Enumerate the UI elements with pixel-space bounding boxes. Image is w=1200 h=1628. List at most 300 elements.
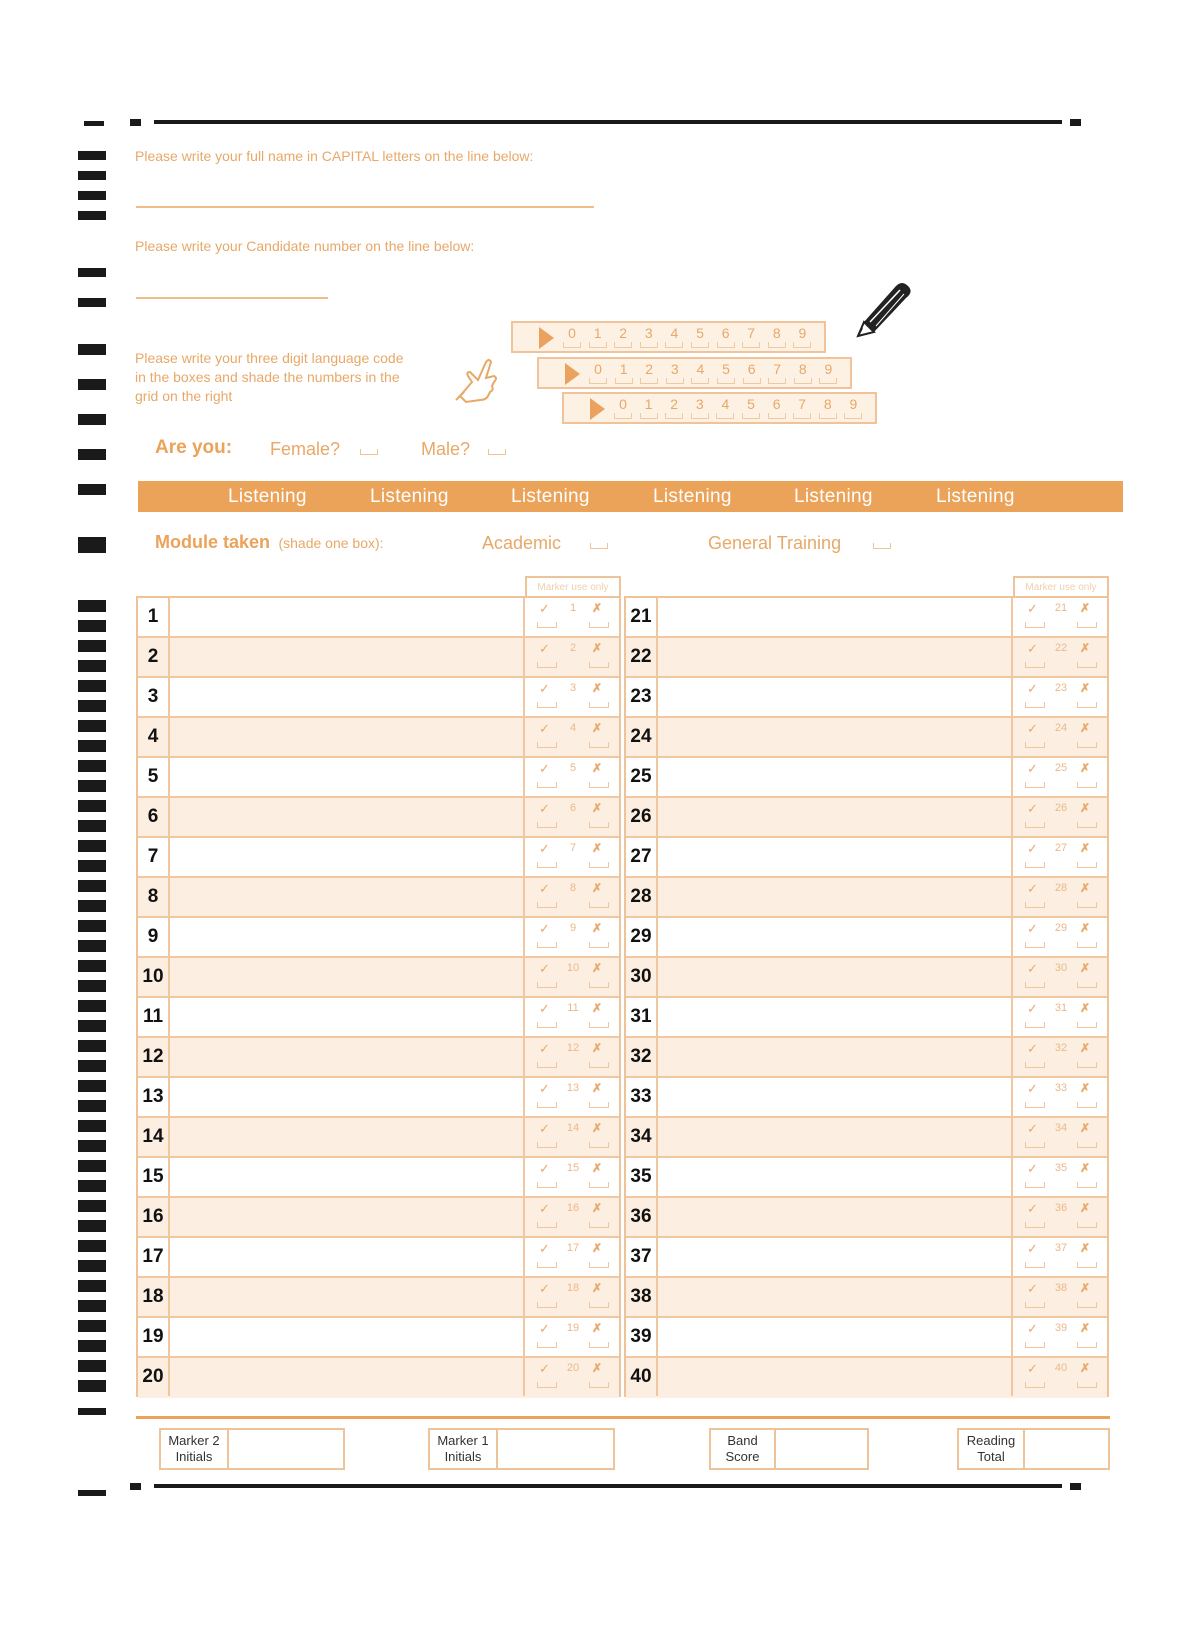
answer-field[interactable] — [658, 998, 1011, 1036]
correct-shade-box[interactable] — [1025, 1382, 1045, 1388]
correct-shade-box[interactable] — [1025, 1142, 1045, 1148]
digit-shade-box[interactable] — [589, 342, 607, 348]
incorrect-shade-box[interactable] — [589, 1062, 609, 1068]
incorrect-shade-box[interactable] — [589, 622, 609, 628]
timing-mark — [78, 960, 106, 972]
digit-bubble-2[interactable] — [665, 396, 683, 419]
answer-field[interactable] — [658, 1078, 1011, 1116]
incorrect-shade-box[interactable] — [589, 942, 609, 948]
correct-shade-box[interactable] — [1025, 902, 1045, 908]
band-label-line-2: Score — [725, 1449, 760, 1464]
correct-shade-box[interactable] — [1025, 662, 1045, 668]
digit-bubble-6[interactable] — [717, 325, 735, 348]
correct-shade-box[interactable] — [1025, 822, 1045, 828]
academic-checkbox[interactable] — [590, 543, 608, 549]
cross-icon: ✗ — [1080, 641, 1091, 655]
digit-bubble-1[interactable] — [640, 396, 658, 419]
correct-shade-box[interactable] — [537, 702, 557, 708]
digit-bubble-1[interactable] — [589, 325, 607, 348]
answer-row — [138, 1038, 619, 1078]
answer-row — [626, 998, 1107, 1038]
correct-shade-box[interactable] — [537, 902, 557, 908]
marker-cell — [523, 918, 619, 956]
incorrect-shade-box[interactable] — [589, 662, 609, 668]
answer-field[interactable] — [658, 878, 1011, 916]
marker1-initials-label — [430, 1430, 498, 1468]
incorrect-shade-box[interactable] — [1077, 1262, 1097, 1268]
arrow-marker-icon — [590, 398, 605, 420]
tick-icon: ✓ — [539, 1041, 550, 1056]
answer-row — [138, 798, 619, 838]
correct-shade-box[interactable] — [537, 622, 557, 628]
digit-shade-box[interactable] — [717, 378, 735, 384]
digit-bubble-2[interactable] — [614, 325, 632, 348]
answer-field[interactable] — [170, 838, 523, 876]
incorrect-shade-box[interactable] — [1077, 1142, 1097, 1148]
digit-shade-box[interactable] — [666, 378, 684, 384]
reading-total-label — [959, 1430, 1025, 1468]
question-number: 37 — [626, 1238, 658, 1276]
answer-row — [626, 1078, 1107, 1118]
correct-shade-box[interactable] — [537, 982, 557, 988]
digit-shade-box[interactable] — [691, 378, 709, 384]
incorrect-shade-box[interactable] — [1077, 1062, 1097, 1068]
marker-cell — [1011, 1238, 1107, 1276]
incorrect-shade-box[interactable] — [1077, 862, 1097, 868]
marker-cell — [1011, 1158, 1107, 1196]
correct-shade-box[interactable] — [1025, 702, 1045, 708]
digit-shade-box[interactable] — [614, 342, 632, 348]
digit-shade-box[interactable] — [768, 342, 786, 348]
digit-label: 4 — [670, 325, 679, 341]
answer-field[interactable] — [170, 998, 523, 1036]
timing-mark — [78, 800, 106, 812]
tick-icon: ✓ — [1027, 921, 1038, 936]
incorrect-shade-box[interactable] — [1077, 702, 1097, 708]
correct-shade-box[interactable] — [537, 1262, 557, 1268]
digit-shade-box[interactable] — [819, 413, 837, 419]
digit-shade-box[interactable] — [691, 413, 709, 419]
timing-mark — [78, 1040, 106, 1052]
digit-label: 0 — [594, 361, 602, 377]
incorrect-shade-box[interactable] — [589, 782, 609, 788]
listening-label: Listening — [370, 486, 449, 507]
incorrect-shade-box[interactable] — [1077, 1022, 1097, 1028]
digit-bubble-9[interactable] — [793, 325, 811, 348]
cross-icon: ✗ — [1080, 1201, 1091, 1215]
correct-shade-box[interactable] — [537, 822, 557, 828]
correct-shade-box[interactable] — [537, 1302, 557, 1308]
arrow-marker-icon — [565, 363, 580, 385]
answer-field[interactable] — [170, 798, 523, 836]
language-digit-strip-2 — [537, 357, 852, 389]
marker-cell — [523, 1358, 619, 1396]
digit-shade-box[interactable] — [743, 378, 761, 384]
timing-mark — [78, 600, 106, 612]
incorrect-shade-box[interactable] — [589, 1382, 609, 1388]
tick-icon: ✓ — [1027, 1201, 1038, 1216]
answer-field[interactable] — [170, 718, 523, 756]
marker1-initials-box[interactable] — [428, 1428, 615, 1470]
marker2-label-line-1: Marker 2 — [168, 1433, 220, 1448]
correct-shade-box[interactable] — [1025, 1262, 1045, 1268]
correct-shade-box[interactable] — [537, 1062, 557, 1068]
correct-shade-box[interactable] — [537, 1382, 557, 1388]
answer-table-left — [136, 596, 621, 1397]
male-label: Male? — [421, 439, 471, 459]
marker-question-number: 35 — [1054, 1162, 1068, 1174]
general-training-checkbox[interactable] — [873, 543, 891, 549]
digit-shade-box[interactable] — [768, 413, 786, 419]
correct-shade-box[interactable] — [537, 942, 557, 948]
digit-shade-box[interactable] — [742, 342, 760, 348]
language-digit-strip-1 — [511, 321, 826, 353]
incorrect-shade-box[interactable] — [589, 1142, 609, 1148]
marker-cell — [523, 1238, 619, 1276]
answer-row — [138, 1278, 619, 1318]
incorrect-shade-box[interactable] — [1077, 1182, 1097, 1188]
digit-bubble-7[interactable] — [768, 361, 786, 384]
marker-cell — [1011, 718, 1107, 756]
answer-field[interactable] — [170, 1118, 523, 1156]
reading-total-box[interactable] — [957, 1428, 1110, 1470]
question-number: 9 — [138, 918, 170, 956]
digit-bubble-7[interactable] — [742, 325, 760, 348]
incorrect-shade-box[interactable] — [1077, 902, 1097, 908]
marker-question-number: 24 — [1054, 722, 1068, 734]
digit-bubble-5[interactable] — [717, 361, 735, 384]
digit-bubble-0[interactable] — [589, 361, 607, 384]
digit-shade-box[interactable] — [768, 378, 786, 384]
answer-field[interactable] — [170, 598, 523, 636]
band-score-box[interactable] — [709, 1428, 869, 1470]
digit-bubble-3[interactable] — [666, 361, 684, 384]
digit-shade-box[interactable] — [691, 342, 709, 348]
timing-mark — [78, 151, 106, 160]
marker-question-number: 31 — [1054, 1002, 1068, 1014]
answer-field[interactable] — [658, 718, 1011, 756]
language-instruction — [135, 349, 404, 406]
digit-shade-box[interactable] — [742, 413, 760, 419]
incorrect-shade-box[interactable] — [1077, 1222, 1097, 1228]
marker-question-number: 9 — [569, 922, 577, 934]
digit-bubble-8[interactable] — [819, 396, 837, 419]
general-training-label: General Training — [708, 533, 842, 553]
answer-field[interactable] — [658, 1198, 1011, 1236]
correct-shade-box[interactable] — [1025, 1342, 1045, 1348]
incorrect-shade-box[interactable] — [589, 1342, 609, 1348]
incorrect-shade-box[interactable] — [589, 742, 609, 748]
digit-bubble-7[interactable] — [793, 396, 811, 419]
digit-bubble-8[interactable] — [794, 361, 812, 384]
answer-row — [138, 1238, 619, 1278]
answer-field[interactable] — [170, 958, 523, 996]
digit-bubble-1[interactable] — [615, 361, 633, 384]
tick-icon: ✓ — [1027, 1281, 1038, 1296]
answer-field[interactable] — [658, 1118, 1011, 1156]
incorrect-shade-box[interactable] — [589, 902, 609, 908]
digit-label: 3 — [695, 396, 704, 412]
name-line[interactable] — [136, 206, 594, 208]
digit-shade-box[interactable] — [794, 378, 812, 384]
incorrect-shade-box[interactable] — [1077, 782, 1097, 788]
correct-shade-box[interactable] — [537, 1142, 557, 1148]
cross-icon: ✗ — [1080, 801, 1091, 815]
tick-icon: ✓ — [539, 921, 550, 936]
tick-icon: ✓ — [1027, 1041, 1038, 1056]
incorrect-shade-box[interactable] — [1077, 822, 1097, 828]
answer-field[interactable] — [658, 638, 1011, 676]
language-instruction-line-2: in the boxes and shade the numbers in the — [135, 369, 400, 385]
correct-shade-box[interactable] — [1025, 742, 1045, 748]
female-checkbox[interactable] — [360, 449, 378, 455]
digit-shade-box[interactable] — [844, 413, 862, 419]
tick-icon: ✓ — [539, 1201, 550, 1216]
answer-field[interactable] — [170, 1078, 523, 1116]
digit-shade-box[interactable] — [589, 378, 607, 384]
correct-shade-box[interactable] — [1025, 862, 1045, 868]
marker-question-number: 27 — [1054, 842, 1068, 854]
tick-icon: ✓ — [539, 1161, 550, 1176]
digit-bubble-2[interactable] — [640, 361, 658, 384]
digit-bubble-5[interactable] — [742, 396, 760, 419]
digit-bubble-0[interactable] — [563, 325, 581, 348]
correct-shade-box[interactable] — [537, 1342, 557, 1348]
digit-bubble-3[interactable] — [640, 325, 658, 348]
answer-field[interactable] — [658, 1238, 1011, 1276]
answer-field[interactable] — [170, 1158, 523, 1196]
answer-row — [138, 958, 619, 998]
incorrect-shade-box[interactable] — [589, 862, 609, 868]
answer-field[interactable] — [170, 678, 523, 716]
question-number: 15 — [138, 1158, 170, 1196]
answer-field[interactable] — [170, 918, 523, 956]
digit-bubble-0[interactable] — [614, 396, 632, 419]
answer-row — [138, 598, 619, 638]
correct-shade-box[interactable] — [537, 662, 557, 668]
marker-cell — [1011, 838, 1107, 876]
correct-shade-box[interactable] — [1025, 1062, 1045, 1068]
answer-field[interactable] — [170, 1198, 523, 1236]
tick-icon: ✓ — [539, 641, 550, 656]
incorrect-shade-box[interactable] — [589, 1302, 609, 1308]
answer-row — [626, 918, 1107, 958]
digit-label: 7 — [798, 396, 807, 412]
marker-question-number: 38 — [1054, 1282, 1068, 1294]
digit-shade-box[interactable] — [793, 342, 811, 348]
incorrect-shade-box[interactable] — [589, 982, 609, 988]
incorrect-shade-box[interactable] — [1077, 982, 1097, 988]
correct-shade-box[interactable] — [1025, 782, 1045, 788]
timing-mark — [78, 840, 106, 852]
answer-field[interactable] — [170, 878, 523, 916]
answer-row — [626, 838, 1107, 878]
timing-mark — [78, 680, 106, 692]
timing-mark — [78, 1360, 106, 1372]
digit-shade-box[interactable] — [563, 342, 581, 348]
question-number: 17 — [138, 1238, 170, 1276]
cross-icon: ✗ — [1080, 961, 1091, 975]
digit-bubble-9[interactable] — [844, 396, 862, 419]
answer-field[interactable] — [658, 758, 1011, 796]
question-number: 11 — [138, 998, 170, 1036]
answer-field[interactable] — [170, 1318, 523, 1356]
answer-field[interactable] — [658, 958, 1011, 996]
marker2-initials-box[interactable] — [159, 1428, 345, 1470]
tick-icon: ✓ — [1027, 801, 1038, 816]
digit-label: 2 — [645, 361, 654, 377]
correct-shade-box[interactable] — [1025, 1302, 1045, 1308]
answer-field[interactable] — [658, 838, 1011, 876]
timing-mark — [78, 780, 106, 792]
digit-shade-box[interactable] — [640, 378, 658, 384]
answer-field[interactable] — [170, 638, 523, 676]
incorrect-shade-box[interactable] — [1077, 1382, 1097, 1388]
correct-shade-box[interactable] — [537, 1102, 557, 1108]
cross-icon: ✗ — [592, 761, 603, 775]
digit-bubble-3[interactable] — [691, 396, 709, 419]
answer-field[interactable] — [170, 1278, 523, 1316]
incorrect-shade-box[interactable] — [589, 822, 609, 828]
correct-shade-box[interactable] — [1025, 1022, 1045, 1028]
digit-shade-box[interactable] — [615, 378, 633, 384]
answer-field[interactable] — [658, 1158, 1011, 1196]
digit-bubble-4[interactable] — [691, 361, 709, 384]
correct-shade-box[interactable] — [1025, 622, 1045, 628]
incorrect-shade-box[interactable] — [1077, 662, 1097, 668]
digit-label: 6 — [747, 361, 756, 377]
answer-field[interactable] — [658, 918, 1011, 956]
correct-shade-box[interactable] — [537, 742, 557, 748]
answer-field[interactable] — [658, 1358, 1011, 1396]
timing-mark — [78, 1408, 106, 1415]
correct-shade-box[interactable] — [537, 1182, 557, 1188]
answer-field[interactable] — [170, 1038, 523, 1076]
question-number: 7 — [138, 838, 170, 876]
digit-shade-box[interactable] — [665, 413, 683, 419]
correct-shade-box[interactable] — [537, 1222, 557, 1228]
digit-shade-box[interactable] — [665, 342, 683, 348]
bottom-left-square — [130, 1483, 141, 1490]
correct-shade-box[interactable] — [537, 1022, 557, 1028]
correct-shade-box[interactable] — [1025, 982, 1045, 988]
answer-row — [626, 1278, 1107, 1318]
digit-label: 4 — [721, 396, 730, 412]
marker-question-number: 30 — [1054, 962, 1068, 974]
answer-row — [138, 1318, 619, 1358]
answer-row — [138, 998, 619, 1038]
incorrect-shade-box[interactable] — [1077, 942, 1097, 948]
answer-field[interactable] — [658, 678, 1011, 716]
marker-question-number: 14 — [566, 1122, 580, 1134]
tick-icon: ✓ — [1027, 641, 1038, 656]
incorrect-shade-box[interactable] — [589, 1102, 609, 1108]
timing-mark — [78, 900, 106, 912]
digit-label: 3 — [644, 325, 653, 341]
cross-icon: ✗ — [592, 1321, 603, 1335]
correct-shade-box[interactable] — [1025, 942, 1045, 948]
timing-mark — [78, 880, 106, 892]
digit-shade-box[interactable] — [614, 413, 632, 419]
timing-mark — [78, 1140, 106, 1152]
digit-bubble-5[interactable] — [691, 325, 709, 348]
digit-shade-box[interactable] — [640, 413, 658, 419]
answer-row — [138, 678, 619, 718]
digit-shade-box[interactable] — [793, 413, 811, 419]
question-number: 27 — [626, 838, 658, 876]
digit-shade-box[interactable] — [640, 342, 658, 348]
correct-shade-box[interactable] — [1025, 1102, 1045, 1108]
answer-field[interactable] — [658, 798, 1011, 836]
incorrect-shade-box[interactable] — [589, 702, 609, 708]
male-checkbox[interactable] — [488, 449, 506, 455]
tick-icon: ✓ — [539, 961, 550, 976]
digit-bubble-4[interactable] — [716, 396, 734, 419]
answer-field[interactable] — [658, 1278, 1011, 1316]
incorrect-shade-box[interactable] — [589, 1222, 609, 1228]
digit-bubble-8[interactable] — [768, 325, 786, 348]
cross-icon: ✗ — [1080, 1041, 1091, 1055]
answer-field[interactable] — [658, 1318, 1011, 1356]
marker-cell — [523, 1318, 619, 1356]
incorrect-shade-box[interactable] — [589, 1182, 609, 1188]
answer-row — [138, 1358, 619, 1398]
incorrect-shade-box[interactable] — [589, 1262, 609, 1268]
correct-shade-box[interactable] — [1025, 1182, 1045, 1188]
digit-label: 3 — [670, 361, 679, 377]
cross-icon: ✗ — [592, 1361, 603, 1375]
correct-shade-box[interactable] — [537, 862, 557, 868]
marker-cell — [523, 1078, 619, 1116]
digit-bubble-6[interactable] — [743, 361, 761, 384]
incorrect-shade-box[interactable] — [1077, 622, 1097, 628]
cross-icon: ✗ — [1080, 601, 1091, 615]
digit-shade-box[interactable] — [717, 342, 735, 348]
candidate-line[interactable] — [136, 297, 328, 299]
marker-use-header-left: Marker use only — [525, 576, 621, 598]
timing-mark — [78, 660, 106, 672]
digit-label: 5 — [696, 325, 704, 341]
question-number: 30 — [626, 958, 658, 996]
correct-shade-box[interactable] — [537, 782, 557, 788]
digit-bubble-9[interactable] — [819, 361, 837, 384]
digit-label: 7 — [747, 325, 756, 341]
answer-field[interactable] — [658, 1038, 1011, 1076]
answer-field[interactable] — [658, 598, 1011, 636]
digit-shade-box[interactable] — [819, 378, 837, 384]
answer-field[interactable] — [170, 758, 523, 796]
digit-shade-box[interactable] — [716, 413, 734, 419]
incorrect-shade-box[interactable] — [1077, 1342, 1097, 1348]
digit-label: 9 — [849, 396, 858, 412]
answer-field[interactable] — [170, 1358, 523, 1396]
marker-question-number: 33 — [1054, 1082, 1068, 1094]
incorrect-shade-box[interactable] — [1077, 1102, 1097, 1108]
digit-label: 0 — [619, 396, 627, 412]
answer-row — [138, 838, 619, 878]
digit-label: 6 — [721, 325, 730, 341]
tick-icon: ✓ — [539, 1241, 550, 1256]
digit-bubble-4[interactable] — [665, 325, 683, 348]
marker-question-number: 26 — [1054, 802, 1068, 814]
answer-field[interactable] — [170, 1238, 523, 1276]
marker-question-number: 17 — [566, 1242, 580, 1254]
incorrect-shade-box[interactable] — [589, 1022, 609, 1028]
incorrect-shade-box[interactable] — [1077, 1302, 1097, 1308]
digit-bubble-6[interactable] — [768, 396, 786, 419]
incorrect-shade-box[interactable] — [1077, 742, 1097, 748]
correct-shade-box[interactable] — [1025, 1222, 1045, 1228]
